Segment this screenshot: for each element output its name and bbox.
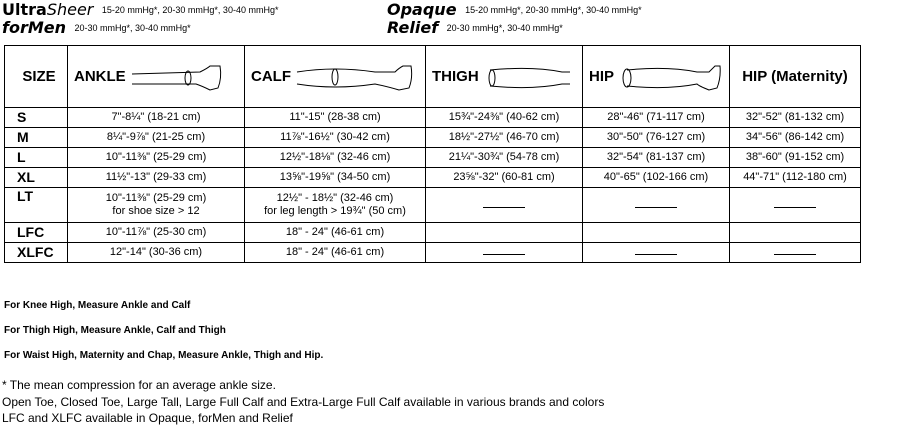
footnote-lfc-xlfc: LFC and XLFC available in Opaque, forMen and Relief — [2, 411, 293, 425]
brand-relief-name: Relief — [387, 18, 439, 37]
calf-cell: 13⅝"-19⅝" (34-50 cm) — [245, 168, 426, 188]
header-hip: HIP — [583, 46, 730, 108]
header-ankle: ANKLE — [68, 46, 245, 108]
calf-cell: 11"-15" (28-38 cm) — [245, 108, 426, 128]
hip-maternity-cell — [730, 188, 861, 223]
footnote-mean-compression: * The mean compression for an average ankle size. — [2, 378, 276, 392]
hip-cell — [583, 223, 730, 243]
calf-leg-icon — [295, 64, 415, 92]
not-available-dash — [635, 199, 677, 208]
ankle-cell: 7"-8¼" (18-21 cm) — [68, 108, 245, 128]
ankle-cell: 10"-11⅞" (25-30 cm) — [68, 223, 245, 243]
hip-leg-icon — [617, 64, 722, 94]
size-cell: LFC — [5, 223, 68, 243]
note-thigh-high: For Thigh High, Measure Ankle, Calf and Thigh — [4, 325, 226, 336]
brand-ultrasheer — [2, 2, 278, 18]
hip-maternity-cell: 44"-71" (112-180 cm) — [730, 168, 861, 188]
brand-opaque — [387, 2, 642, 18]
header-calf: CALF — [245, 46, 426, 108]
ankle-cell: 12"-14" (30-36 cm) — [68, 243, 245, 263]
hip-cell: 28"-46" (71-117 cm) — [583, 108, 730, 128]
brand-ultrasheer-name: UltraSheer — [2, 0, 94, 19]
size-cell: L — [5, 148, 68, 168]
table-row — [5, 188, 861, 223]
table-row — [5, 243, 861, 263]
hip-cell: 32"-54" (81-137 cm) — [583, 148, 730, 168]
calf-cell: 12½"-18⅛" (32-46 cm) — [245, 148, 426, 168]
not-available-dash — [483, 199, 525, 208]
note-waist-high: For Waist High, Maternity and Chap, Measure Ankle, Thigh and Hip. — [4, 350, 324, 361]
not-available-dash — [774, 246, 816, 255]
brand-formen-specs: 20-30 mmHg*, 30-40 mmHg* — [74, 23, 191, 33]
brand-ultrasheer-specs: 15-20 mmHg*, 20-30 mmHg*, 30-40 mmHg* — [101, 5, 279, 15]
footnote-availability: Open Toe, Closed Toe, Large Tall, Large Full Calf and Extra-Large Full Calf available in various brands and colors — [2, 395, 605, 409]
thigh-cell: 18½"-27½" (46-70 cm) — [426, 128, 583, 148]
not-available-dash — [483, 246, 525, 255]
header-hip-maternity: HIP (Maternity) — [730, 46, 861, 108]
hip-cell — [583, 243, 730, 263]
hip-cell: 30"-50" (76-127 cm) — [583, 128, 730, 148]
thigh-cell — [426, 243, 583, 263]
thigh-cell: 21¼"-30¾" (54-78 cm) — [426, 148, 583, 168]
brand-relief — [387, 20, 563, 36]
not-available-dash — [774, 199, 816, 208]
brand-opaque-specs: 15-20 mmHg*, 20-30 mmHg*, 30-40 mmHg* — [465, 5, 642, 15]
ankle-leg-icon — [130, 64, 230, 92]
hip-maternity-cell — [730, 223, 861, 243]
thigh-cell — [426, 188, 583, 223]
thigh-leg-icon — [482, 64, 577, 92]
brand-formen-name: forMen — [2, 18, 67, 37]
hip-cell — [583, 188, 730, 223]
size-cell: M — [5, 128, 68, 148]
table-row — [5, 148, 861, 168]
size-cell: XL — [5, 168, 68, 188]
brand-relief-specs: 20-30 mmHg*, 30-40 mmHg* — [446, 23, 563, 33]
hip-maternity-cell: 38"-60" (91-152 cm) — [730, 148, 861, 168]
ankle-cell: 10"-11⅜" (25-29 cm) — [68, 148, 245, 168]
calf-cell: 18" - 24" (46-61 cm) — [245, 223, 426, 243]
brand-formen — [2, 20, 191, 36]
hip-maternity-cell — [730, 243, 861, 263]
ankle-cell: 10"-11⅜" (25-29 cm) for shoe size > 12 — [68, 188, 245, 223]
header-size: SIZE — [5, 46, 68, 108]
header-thigh: THIGH — [426, 46, 583, 108]
table-row — [5, 128, 861, 148]
note-knee-high: For Knee High, Measure Ankle and Calf — [4, 300, 191, 311]
calf-cell: 18" - 24" (46-61 cm) — [245, 243, 426, 263]
ankle-cell: 8¼"-9⅞" (21-25 cm) — [68, 128, 245, 148]
thigh-cell: 15¾"-24⅜" (40-62 cm) — [426, 108, 583, 128]
size-chart-table — [4, 45, 861, 263]
calf-cell: 11⅞"-16½" (30-42 cm) — [245, 128, 426, 148]
not-available-dash — [635, 246, 677, 255]
hip-maternity-cell: 34"-56" (86-142 cm) — [730, 128, 861, 148]
table-row — [5, 223, 861, 243]
size-cell: XLFC — [5, 243, 68, 263]
size-cell: S — [5, 108, 68, 128]
thigh-cell: 23⅝"-32" (60-81 cm) — [426, 168, 583, 188]
calf-cell: 12½" - 18½" (32-46 cm) for leg length > 19¾" (50 cm) — [245, 188, 426, 223]
brand-opaque-name: Opaque — [387, 0, 457, 19]
thigh-cell — [426, 223, 583, 243]
hip-cell: 40"-65" (102-166 cm) — [583, 168, 730, 188]
table-row — [5, 168, 861, 188]
hip-maternity-cell: 32"-52" (81-132 cm) — [730, 108, 861, 128]
table-row — [5, 108, 861, 128]
size-cell: LT — [5, 188, 68, 223]
table-header-row — [5, 46, 861, 108]
ankle-cell: 11½"-13" (29-33 cm) — [68, 168, 245, 188]
